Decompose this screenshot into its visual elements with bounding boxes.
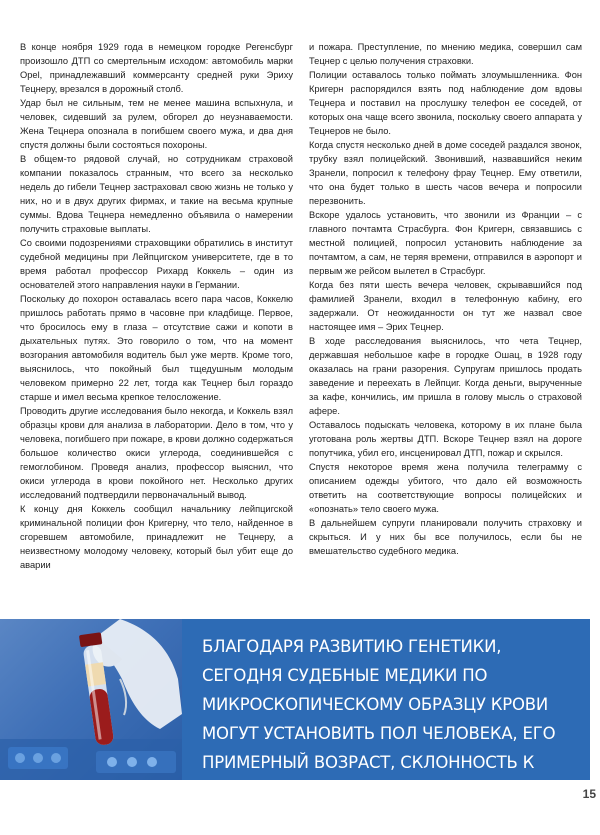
paragraph: В общем-то рядовой случай, но сотрудникам страховой компании показалось странным, что всего за несколько недель до гибели Тецнер застраховал свою жизнь не только у них, но и в двух других фирмах, и такие на весьма крупные суммы. Вдова Тецнера немедленно объявила о намерении получить страховые выплаты. <box>20 154 293 234</box>
paragraph: В дальнейшем супруги планировали получить страховку и скрыться. И у них бы все получилось, если бы не вмешательство судебного медика. <box>309 518 582 556</box>
paragraph: В конце ноября 1929 года в немецком городке Регенсбург произошло ДТП со смертельным исходом: автомобиль марки Opel, принадлежавший коммерсанту средней руки Эриху Тецнеру, врезался в дорожный столб. <box>20 42 293 94</box>
paragraph: К концу дня Коккель сообщил начальнику лейпцигской криминальной полиции фон Кригерну, что тело, найденное в сгоревшем автомобиле, принадлежит не Тецнеру, а неизвестному молодому человеку, который был убит еще до аварии <box>20 504 293 570</box>
paragraph: Вскоре удалось установить, что звонили из Франции – с главного почтамта Страсбурга. Фон Кригерн, связавшись с местной полицией, попросил установить наблюдение за почтамтом, а сам, не теряя времени, отправился в аэропорт и первым же рейсом вылетел в Страсбург. <box>309 210 582 276</box>
paragraph: Спустя некоторое время жена получила телеграмму с описанием одежды убитого, что дало ей возможность ответить на соответствующие вопросы полицейских и «опознать» тело своего мужа. <box>309 462 582 514</box>
right-column <box>309 40 582 572</box>
article-body <box>20 40 582 572</box>
test-tube-illustration <box>0 619 182 780</box>
banner-fact: БЛАГОДАРЯ РАЗВИТИЮ ГЕНЕТИКИ, СЕГОДНЯ СУДЕБНЫЕ МЕДИКИ ПО МИКРОСКОПИЧЕСКОМУ ОБРАЗЦУ КРОВИ МОГУТ УСТАНОВИТЬ ПОЛ ЧЕЛОВЕКА, ЕГО ПРИМЕРНЫЙ ВОЗРАСТ, СКЛОННОСТЬ К ОПРЕДЕЛЕННЫМ ЗАБОЛЕВАНИЯМ И ДАЖЕ ЦВЕТ ГЛАЗ <box>202 637 564 830</box>
paragraph: Поскольку до похорон оставалась всего пара часов, Коккелю пришлось работать прямо в часовне при кладбище. Первое, что бросилось ему в глаза – отсутствие сажи и копоти в дыхательных путях. Это говорило о том, что на момент возгорания автомобиля водитель был уже мертв. Кроме того, выяснилось, что покойный был тщедушным молодым человеком примерно 22 лет, тогда как Тецнер был гораздо старше и имел весьма крепкое телосложение. <box>20 294 293 402</box>
paragraph: Полиции оставалось только поймать злоумышленника. Фон Кригерн распорядился взять под наблюдение дом вдовы Тецнера и поставил на прослушку телефон ее соседей, от которых она чаще всего звонила, поскольку своего аппарата у Тецнеров не было. <box>309 70 582 136</box>
paragraph: Оставалось подыскать человека, которому в их плане была уготована роль жертвы ДТП. Вскоре Тецнер взял на дороге попутчика, убил его, инсценировал ДТП, пожар и скрылся. <box>309 420 582 458</box>
paragraph: Со своими подозрениями страховщики обратились в институт судебной медицины при Лейпцигском университете, где в то время работал профессор Рихард Коккель – один из основателей этого направления науки в Германии. <box>20 238 293 290</box>
page-number: 15 <box>582 787 596 801</box>
paragraph: Когда без пяти шесть вечера человек, скрывавшийся под фамилией Зранели, входил в телефонную кабину, его задержали. От неожиданности он тут же назвал свое настоящее имя – Эрих Тецнер. <box>309 280 582 332</box>
blood-sample-photo <box>0 619 182 780</box>
left-column <box>20 40 293 572</box>
paragraph: Проводить другие исследования было некогда, и Коккель взял образцы крови для анализа в лаборатории. Дело в том, что у человека, погибшего при пожаре, в крови должно содержаться большое количество окиси углерода, соединившейся с гемоглобином. Проведя анализ, профессор выяснил, что окиси углерода в крови покойного нет. Несколько других исследований подтвердили первоначальный вывод. <box>20 406 293 500</box>
paragraph: и пожара. Преступление, по мнению медика, совершил сам Тецнер с целью получения страховки. <box>309 42 582 66</box>
paragraph: Удар был не сильным, тем не менее машина вспыхнула, и человек, сидевший за рулем, обгорел до неузнаваемости. Жена Тецнера опознала в погибшем своего мужа, и два дня спустя должны были состояться похороны. <box>20 98 293 150</box>
paragraph: В ходе расследования выяснилось, что чета Тецнер, державшая небольшое кафе в городке Ошац, в 1928 году оказалась на грани разорения. Супругам пришлось продать заведение и переехать в Лейпциг. Когда деньги, вырученные за кафе, кончились, им пришла в голову мысль о страховой афере. <box>309 336 582 416</box>
paragraph: Когда спустя несколько дней в доме соседей раздался звонок, трубку взял полицейский. Звонивший, назвавшийся неким Зранели, попросил к телефону фрау Тецнер. Ему ответили, что она будет только в шесть часов вечера и попросили перезвонить. <box>309 140 582 206</box>
